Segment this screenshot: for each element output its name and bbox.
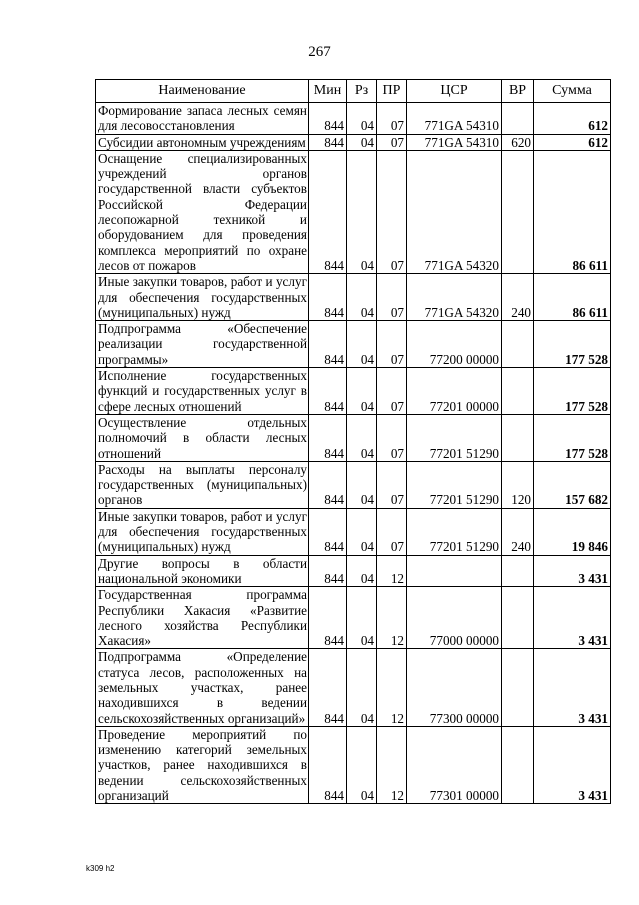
header-sum: Сумма xyxy=(534,80,611,103)
cell-pr: 12 xyxy=(377,649,407,726)
cell-vr xyxy=(502,414,534,461)
cell-rz: 04 xyxy=(347,134,377,150)
table-row xyxy=(96,649,611,726)
table-row xyxy=(96,368,611,415)
cell-csr: 771GA 54310 xyxy=(407,134,502,150)
cell-rz: 04 xyxy=(347,150,377,273)
cell-name: Подпрограмма «Обеспечение реализации государственной программы» xyxy=(96,321,309,368)
cell-name: Государственная программа Республики Хакасия «Развитие лесного хозяйства Республики Хакасия» xyxy=(96,587,309,649)
cell-vr: 240 xyxy=(502,274,534,321)
cell-rz: 04 xyxy=(347,649,377,726)
cell-name: Проведение мероприятий по изменению категорий земельных участков, ранее находившихся в ведении сельскохозяйственных организаций xyxy=(96,726,309,803)
cell-csr: 77301 00000 xyxy=(407,726,502,803)
cell-vr xyxy=(502,321,534,368)
header-min: Мин xyxy=(309,80,347,103)
cell-min: 844 xyxy=(309,134,347,150)
cell-vr xyxy=(502,649,534,726)
cell-csr: 77201 00000 xyxy=(407,368,502,415)
cell-pr: 07 xyxy=(377,368,407,415)
table-row xyxy=(96,134,611,150)
cell-pr: 07 xyxy=(377,150,407,273)
footer-code: k309 h2 xyxy=(86,864,115,873)
cell-name: Субсидии автономным учреждениям xyxy=(96,134,309,150)
cell-sum: 177 528 xyxy=(534,321,611,368)
cell-pr: 07 xyxy=(377,461,407,508)
cell-min: 844 xyxy=(309,587,347,649)
cell-vr xyxy=(502,587,534,649)
header-name: Наименование xyxy=(96,80,309,103)
cell-min: 844 xyxy=(309,461,347,508)
cell-name: Иные закупки товаров, работ и услуг для обеспечения государственных (муниципальных) нужд xyxy=(96,274,309,321)
table-row xyxy=(96,321,611,368)
cell-csr: 77300 00000 xyxy=(407,649,502,726)
cell-rz: 04 xyxy=(347,726,377,803)
cell-vr xyxy=(502,555,534,587)
cell-sum: 612 xyxy=(534,103,611,135)
cell-csr: 771GA 54320 xyxy=(407,150,502,273)
cell-vr: 240 xyxy=(502,508,534,555)
cell-csr: 77201 51290 xyxy=(407,461,502,508)
page-number: 267 xyxy=(308,44,331,60)
table-row xyxy=(96,555,611,587)
cell-min: 844 xyxy=(309,321,347,368)
cell-min: 844 xyxy=(309,726,347,803)
header-rz: Рз xyxy=(347,80,377,103)
cell-pr: 12 xyxy=(377,726,407,803)
cell-sum: 177 528 xyxy=(534,368,611,415)
cell-vr xyxy=(502,726,534,803)
cell-sum: 3 431 xyxy=(534,587,611,649)
table-row xyxy=(96,414,611,461)
header-vr: ВР xyxy=(502,80,534,103)
cell-pr: 12 xyxy=(377,555,407,587)
cell-csr: 77200 00000 xyxy=(407,321,502,368)
cell-pr: 12 xyxy=(377,587,407,649)
cell-min: 844 xyxy=(309,368,347,415)
cell-csr: 771GA 54310 xyxy=(407,103,502,135)
cell-rz: 04 xyxy=(347,508,377,555)
cell-vr xyxy=(502,103,534,135)
table-row xyxy=(96,274,611,321)
cell-pr: 07 xyxy=(377,103,407,135)
cell-min: 844 xyxy=(309,150,347,273)
table-row xyxy=(96,103,611,135)
header-csr: ЦСР xyxy=(407,80,502,103)
cell-sum: 86 611 xyxy=(534,274,611,321)
cell-min: 844 xyxy=(309,555,347,587)
cell-sum: 3 431 xyxy=(534,726,611,803)
cell-min: 844 xyxy=(309,649,347,726)
cell-sum: 177 528 xyxy=(534,414,611,461)
cell-name: Исполнение государственных функций и государственных услуг в сфере лесных отношений xyxy=(96,368,309,415)
cell-rz: 04 xyxy=(347,587,377,649)
cell-csr: 77201 51290 xyxy=(407,414,502,461)
header-pr: ПР xyxy=(377,80,407,103)
cell-name: Подпрограмма «Определение статуса лесов, расположенных на земельных участках, ранее находившихся в ведении сельскохозяйственных организаций» xyxy=(96,649,309,726)
cell-name: Иные закупки товаров, работ и услуг для обеспечения государственных (муниципальных) нужд xyxy=(96,508,309,555)
cell-pr: 07 xyxy=(377,508,407,555)
table-row xyxy=(96,587,611,649)
cell-pr: 07 xyxy=(377,274,407,321)
cell-rz: 04 xyxy=(347,321,377,368)
cell-rz: 04 xyxy=(347,368,377,415)
cell-csr xyxy=(407,555,502,587)
table-row xyxy=(96,726,611,803)
cell-rz: 04 xyxy=(347,555,377,587)
cell-min: 844 xyxy=(309,508,347,555)
cell-rz: 04 xyxy=(347,103,377,135)
cell-csr: 771GA 54320 xyxy=(407,274,502,321)
cell-pr: 07 xyxy=(377,134,407,150)
cell-name: Другие вопросы в области национальной экономики xyxy=(96,555,309,587)
cell-rz: 04 xyxy=(347,274,377,321)
cell-vr xyxy=(502,368,534,415)
cell-csr: 77201 51290 xyxy=(407,508,502,555)
cell-sum: 86 611 xyxy=(534,150,611,273)
cell-name: Оснащение специализированных учреждений органов государственной власти субъектов Российской Федерации лесопожарной техникой и оборудованием для проведения комплекса мероприятий по охране лесов от пожаров xyxy=(96,150,309,273)
cell-sum: 3 431 xyxy=(534,649,611,726)
cell-vr: 120 xyxy=(502,461,534,508)
cell-vr xyxy=(502,150,534,273)
cell-name: Расходы на выплаты персоналу государственных (муниципальных) органов xyxy=(96,461,309,508)
cell-name: Осуществление отдельных полномочий в области лесных отношений xyxy=(96,414,309,461)
cell-min: 844 xyxy=(309,414,347,461)
cell-pr: 07 xyxy=(377,321,407,368)
cell-rz: 04 xyxy=(347,461,377,508)
cell-sum: 3 431 xyxy=(534,555,611,587)
table-row xyxy=(96,461,611,508)
cell-sum: 157 682 xyxy=(534,461,611,508)
cell-min: 844 xyxy=(309,103,347,135)
cell-sum: 612 xyxy=(534,134,611,150)
table-row xyxy=(96,150,611,273)
cell-vr: 620 xyxy=(502,134,534,150)
budget-table xyxy=(95,79,611,804)
table-row xyxy=(96,508,611,555)
cell-csr: 77000 00000 xyxy=(407,587,502,649)
table-header-row xyxy=(96,80,611,103)
cell-sum: 19 846 xyxy=(534,508,611,555)
cell-pr: 07 xyxy=(377,414,407,461)
cell-rz: 04 xyxy=(347,414,377,461)
cell-min: 844 xyxy=(309,274,347,321)
cell-name: Формирование запаса лесных семян для лесовосстановления xyxy=(96,103,309,135)
